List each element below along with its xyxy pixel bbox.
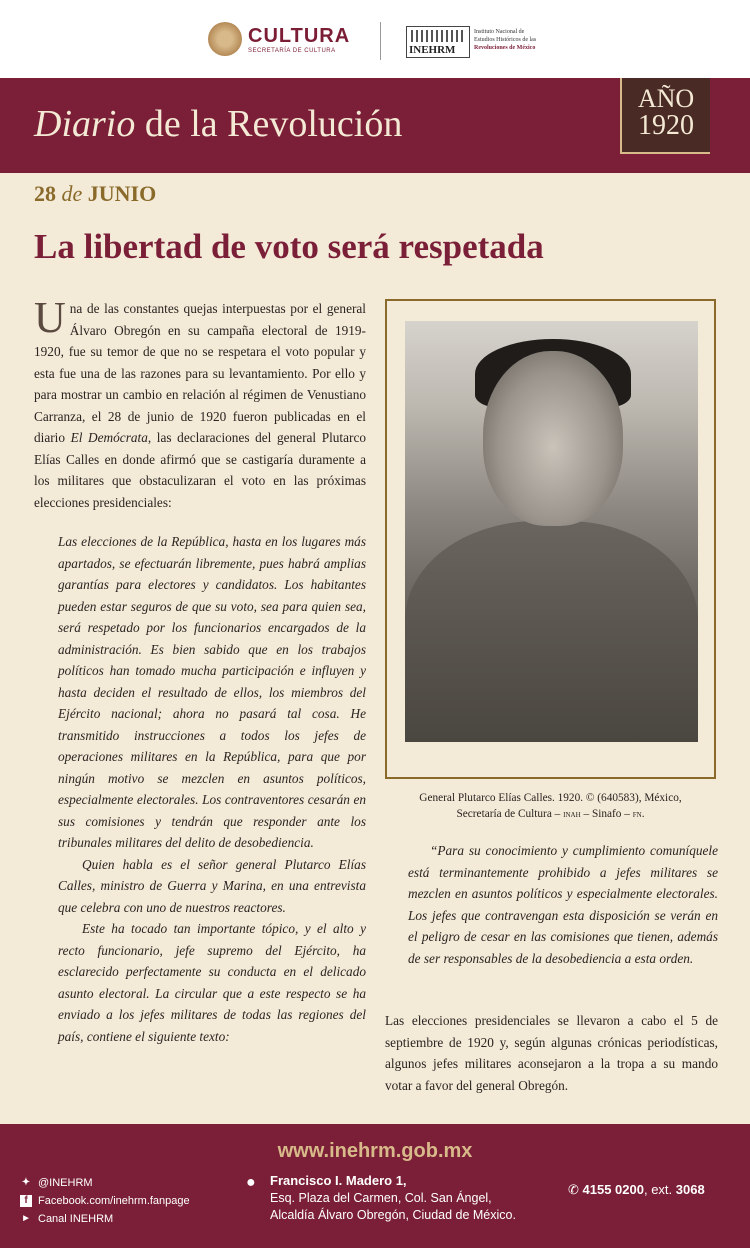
twitter-icon: ✦ xyxy=(21,1177,31,1188)
inehrm-sub-line: Revoluciones de México xyxy=(474,45,536,51)
facebook-link[interactable] xyxy=(20,1192,190,1210)
circular-quote: “Para su conocimiento y cumplimiento comuníquele está terminantemente prohibido a jefes militares se mezclen en asuntos políticos y especialmente electorales. Los jefes que contravengan esta disposición se verán en el peligro de cesar en las comisiones que tienen, además de ser responsables de la desobediencia a esta orden. xyxy=(408,843,718,966)
address-line: Francisco I. Madero 1, xyxy=(270,1173,407,1188)
date-month: JUNIO xyxy=(87,181,157,206)
cultura-wordmark: CULTURA xyxy=(248,24,351,47)
quote-paragraph: Quien habla es el señor general Plutarco Elías Calles, ministro de Guerra y Marina, en una entrevista que celebra con uno de nuestros reactores. xyxy=(58,856,366,915)
cultura-logo[interactable] xyxy=(208,22,350,56)
year-value: 1920 xyxy=(638,110,694,141)
website-link[interactable]: www.inehrm.gob.mx xyxy=(277,1140,473,1162)
block-quote xyxy=(58,531,366,1047)
intro-text: , las declaraciones del general Plutarco Elías Calles en donde afirmó que se castigaría duramente a los militares que obstaculizaran el voto en las próximas elecciones presidenciales: xyxy=(34,430,367,510)
caption-inah: inah xyxy=(563,809,581,820)
youtube-link[interactable] xyxy=(20,1210,190,1228)
caption-text: – Sinafo – xyxy=(580,808,633,820)
left-column xyxy=(34,293,367,1047)
date-day: 28 xyxy=(34,181,56,206)
closing-paragraph: Las elecciones presidenciales se llevaron a cabo el 5 de septiembre de 1920 y, según algunas crónicas periodísticas, algunos jefes militares aconsejaron a la tropa a su mando votar a favor del general Obregón. xyxy=(385,1013,718,1093)
social-links xyxy=(20,1174,190,1228)
inehrm-logo[interactable] xyxy=(406,26,537,58)
photo-frame xyxy=(385,299,716,779)
intro-text: na de las constantes quejas interpuestas por el general Álvaro Obregón en su campaña electoral de 1919-1920, fue su temor de que no se respetara el voto popular y esta fue una de las razones para su levantamiento. Por ello y para mostrar un cambio en relación al régimen de Venustiano Carranza, el 28 de junio de 1920 fueron publicadas en el diario xyxy=(34,301,366,445)
eagle-emblem-icon xyxy=(208,22,242,56)
phone-number: 4155 0200 xyxy=(582,1182,644,1197)
series-title-rest: de la Revolución xyxy=(135,103,403,145)
facebook-url: Facebook.com/inehrm.fanpage xyxy=(38,1195,190,1207)
inehrm-sub-line: Estudios Históricos de las xyxy=(474,37,537,43)
footer xyxy=(0,1124,750,1248)
headline: La libertad de voto será respetada xyxy=(34,227,544,266)
portrait-photo xyxy=(405,321,698,742)
address-line: Alcaldía Álvaro Obregón, Ciudad de México. xyxy=(270,1208,516,1222)
facebook-icon: f xyxy=(20,1195,32,1207)
quote-paragraph: Este ha tocado tan importante tópico, y el alto y recto funcionario, jefe supremo del Ejército, ha esclarecido perfectamente su conducta en el delicado asunto electoral. La circular que a este respecto se ha enviado a los jefes militares de todas las regiones del país, contiene el siguiente texto: xyxy=(58,921,366,1044)
phone-contact[interactable] xyxy=(568,1182,705,1198)
inehrm-fullname xyxy=(474,28,564,52)
year-badge xyxy=(620,78,710,154)
caption-text: . xyxy=(641,808,645,820)
quote-paragraph: Las elecciones de la República, hasta en los lugares más apartados, se efectuarán libremente, pues habrá amplias garantías para electores y candidatos. Los habitantes pueden estar seguros de que su voto, sea para quien sea, será respetado por los funcionarios encargados de la administración. Es bien sabido que en los trabajos políticos han tomado mucha participación e influyen y hasta deciden el resultado de ellos, los miembros del Ejército nacional; ahora no pasará tal cosa. He transmitido instrucciones a todos los jefes de operaciones militares en la República, para que por ningún motivo se mezclen en asuntos políticos, especialmente electorales. Los contraventores cesarán en sus comisiones y tendrán que responder ante los tribunales militares del delito de desobediencia. xyxy=(58,534,366,850)
cultura-subtitle: SECRETARÍA DE CULTURA xyxy=(248,47,336,54)
caption-fn: fn xyxy=(632,809,642,820)
logo-divider xyxy=(380,22,381,60)
drop-cap: U xyxy=(34,293,66,342)
face-shape xyxy=(483,351,623,526)
building-icon xyxy=(411,30,465,42)
inehrm-sub-line: Instituto Nacional de xyxy=(474,29,525,35)
caption-line xyxy=(385,806,716,823)
caption-line: General Plutarco Elías Calles. 1920. © (640583), México, xyxy=(419,792,682,804)
twitter-link[interactable] xyxy=(20,1174,190,1192)
entry-date xyxy=(34,181,156,207)
newspaper-name: El Demócrata xyxy=(70,430,148,445)
date-de: de xyxy=(61,181,83,206)
intro-paragraph xyxy=(34,293,367,513)
youtube-channel: Canal INEHRM xyxy=(38,1213,114,1225)
phone-icon: ✆ xyxy=(568,1182,583,1197)
year-label: AÑO xyxy=(637,84,695,113)
address xyxy=(248,1172,516,1224)
location-pin-icon: ● xyxy=(246,1174,256,1191)
phone-ext: 3068 xyxy=(675,1182,705,1197)
phone-ext-label: , ext. xyxy=(643,1182,676,1197)
top-bar xyxy=(0,0,750,78)
twitter-handle: @INEHRM xyxy=(38,1177,93,1189)
address-line: Esq. Plaza del Carmen, Col. San Ángel, xyxy=(270,1191,492,1205)
inehrm-wordmark: INEHRM xyxy=(409,44,456,56)
caption-text: Secretaría de Cultura – xyxy=(456,808,564,820)
youtube-icon: ▶ xyxy=(23,1215,29,1222)
uniform-shape xyxy=(405,521,698,742)
photo-caption xyxy=(385,790,716,823)
series-title-italic: Diario xyxy=(34,103,136,145)
series-title xyxy=(34,102,402,146)
